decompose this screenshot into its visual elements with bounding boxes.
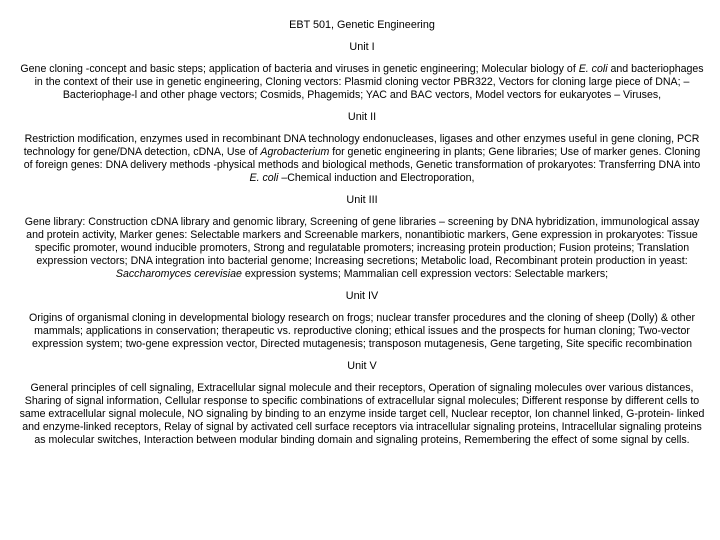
unit-3-heading: Unit III [346, 194, 378, 206]
unit-2-italic-agrobacterium: Agrobacterium [260, 146, 330, 158]
unit-2-text-2: for genetic engineering in plants; Gene libraries; Use of marker genes. Cloning of foreign genes: DNA delivery methods -physical methods and biological methods, Genetic transformation of prokaryotes: Transferring DNA into [23, 146, 701, 171]
unit-3-italic-saccharomyces: Saccharomyces cerevisiae [115, 268, 242, 280]
unit-1-italic-e-coli: E. coli [578, 63, 608, 75]
unit-2-text-1: Restriction modification, enzymes used in recombinant DNA technology endonucleases, ligases and other enzymes useful in gene cloning, PCR technology for gene/DNA detection, cDNA, Use of [23, 133, 700, 158]
unit-1-body [18, 63, 706, 102]
unit-2-section [18, 111, 706, 185]
unit-2-italic-e-coli: E. coli [249, 172, 279, 184]
unit-1-heading: Unit I [349, 41, 375, 53]
unit-4-text-1: Origins of organismal cloning in developmental biology research on frogs; nuclear transfer procedures and the cloning of sheep (Dolly) & other mammals; applications in conservation; therapeutic vs. reproductive cloning; ethical issues and the prospects for human cloning; Two-vector expression system; two-gene expression vector, Directed mutagenesis; transposon mutagenesis, Gene targeting, Site specific recombination [28, 312, 695, 350]
unit-2-heading: Unit II [347, 111, 377, 123]
unit-3-section [18, 194, 706, 281]
unit-3-text-1: Gene library: Construction cDNA library and genomic library, Screening of gene libraries – screening by DNA hybridization, immunological assay and protein activity, Marker genes: Selectable markers and Screenable markers, nonantibiotic markers, Gene expression in prokaryotes: Tissue specific promoter, wound inducible promoters, Strong and regulatable promoters; increasing protein production; Fusion proteins; Translation expression vectors; DNA integration into bacterial genome; Increasing secretions; Metabolic load, Recombinant protein production in yeast: [24, 216, 700, 267]
unit-1-text-2: and bacteriophages in the context of their use in genetic engineering, Cloning vectors: Plasmid cloning vector PBR322, Vectors for cloning large piece of DNA; –Bacteriophage-l and other phage vectors; Cosmids, Phagemids; YAC and BAC vectors, Model vectors for eukaryotes – Viruses, [34, 63, 704, 101]
unit-4-body [18, 312, 706, 351]
unit-1-section [18, 41, 706, 102]
unit-5-heading: Unit V [347, 360, 377, 372]
unit-2-text-3: –Chemical induction and Electroporation, [278, 172, 475, 184]
unit-5-text-1: General principles of cell signaling, Extracellular signal molecule and their receptors, Operation of signaling molecules over various distances, Sharing of signal information, Cellular response to specific combinations of extracellular signal molecules; Different response by different cells to same extracellular signal molecule, NO signaling by binding to an enzyme inside target cell, Nuclear receptor, Ion channel linked, G-protein- linked and enzyme-linked receptors, Relay of signal by activated cell surface receptors via intracellular signaling proteins, Intracellular signaling proteins as molecular switches, Interaction between modular binding domain and signaling proteins, Remembering the effect of some signal by cells. [19, 382, 705, 446]
unit-4-section [18, 290, 706, 351]
unit-3-text-2: expression systems; Mammalian cell expression vectors: Selectable markers; [241, 268, 609, 280]
unit-5-section [18, 360, 706, 447]
unit-5-body [18, 382, 706, 447]
unit-1-text-1: Gene cloning -concept and basic steps; application of bacteria and viruses in genetic engineering; Molecular biology of [20, 63, 579, 75]
unit-3-body [18, 216, 706, 281]
unit-4-heading: Unit IV [345, 290, 379, 302]
document-title: EBT 501, Genetic Engineering [289, 19, 435, 31]
unit-2-body [18, 133, 706, 185]
